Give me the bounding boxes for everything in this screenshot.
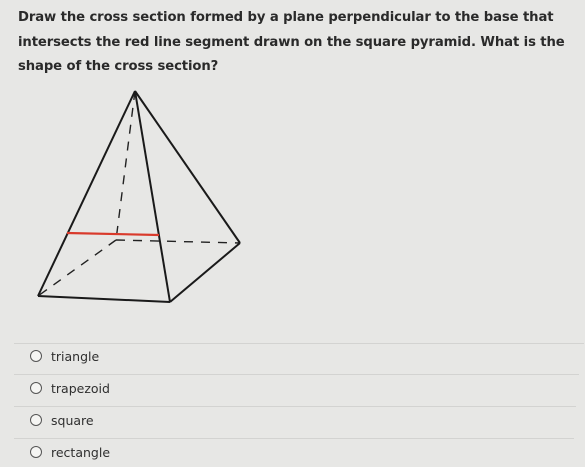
option-label: trapezoid (51, 380, 110, 396)
hidden-edge-back (116, 240, 240, 243)
option-label: triangle (51, 348, 100, 364)
radio-button[interactable] (30, 382, 42, 394)
radio-button[interactable] (30, 446, 42, 458)
option-label: rectangle (51, 444, 111, 460)
red-line-segment (67, 233, 159, 235)
answer-option-rectangle[interactable] (30, 442, 110, 462)
front-right-edge (135, 91, 170, 302)
answer-option-square[interactable] (30, 410, 94, 430)
base-right-edge (170, 243, 240, 302)
radio-button[interactable] (30, 350, 42, 362)
hidden-edge-left (38, 240, 116, 296)
base-front-edge (38, 296, 170, 302)
back-right-edge (135, 91, 240, 243)
option-label: square (51, 412, 94, 428)
radio-button[interactable] (30, 414, 42, 426)
divider (14, 374, 579, 375)
question-text: Draw the cross section formed by a plane perpendicular to the base that intersects the red line segment drawn on the square pyramid. What is the shape of the cross section? (18, 10, 565, 74)
hidden-edge-apex (116, 91, 135, 240)
front-left-edge (38, 91, 135, 296)
divider (14, 406, 576, 407)
answer-option-triangle[interactable] (30, 346, 99, 366)
divider (14, 343, 584, 344)
answer-option-trapezoid[interactable] (30, 378, 110, 398)
divider (14, 438, 574, 439)
